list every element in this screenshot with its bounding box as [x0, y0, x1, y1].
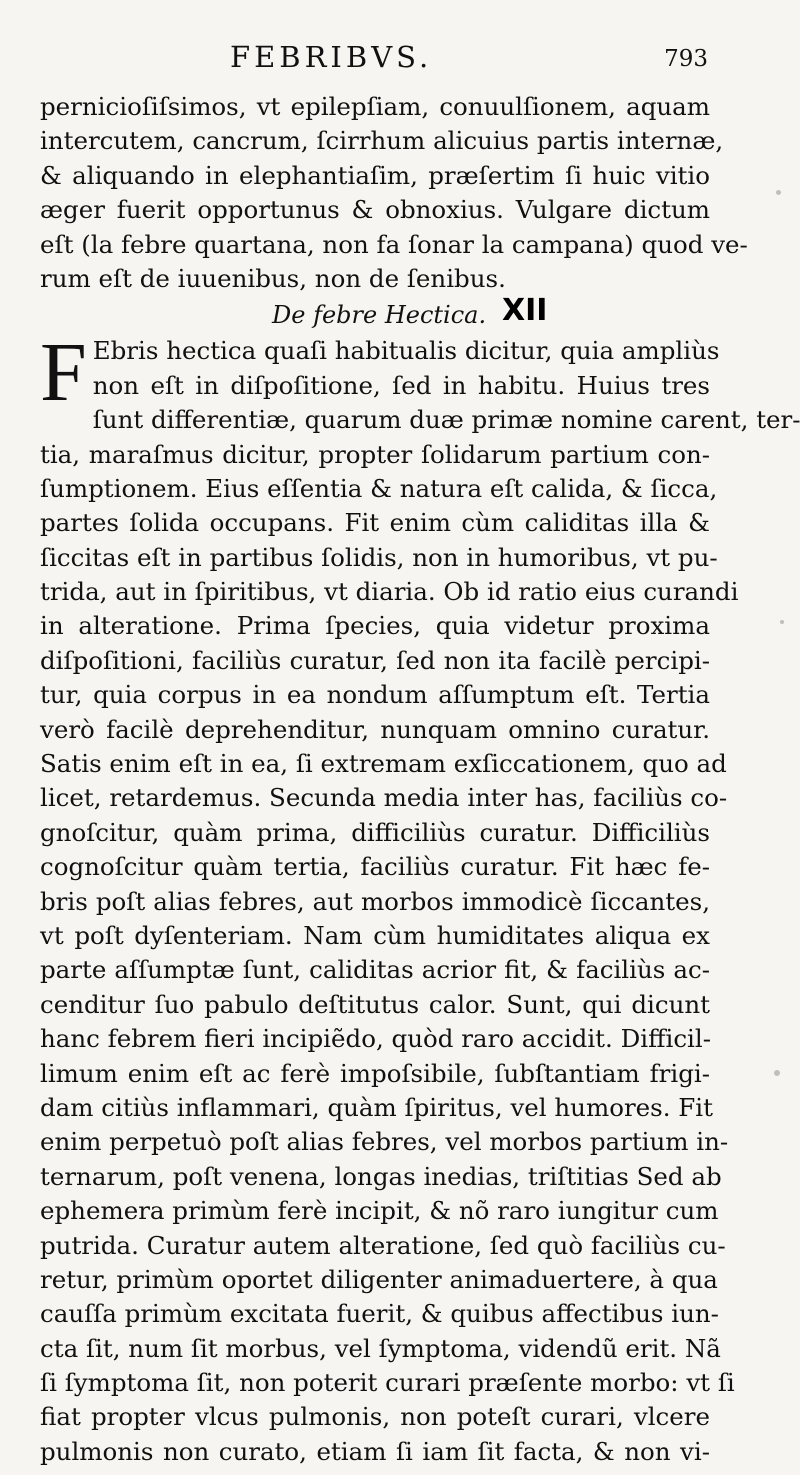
paper-speck: [780, 620, 784, 624]
text-line: trida, aut in ſpiritibus, vt diaria. Ob id ratio eius curandi: [40, 577, 739, 607]
intro-paragraph: [40, 90, 748, 296]
text-line: enim perpetuò poſt alias febres, vel morbos partium in-: [40, 1127, 729, 1157]
section-heading: [40, 293, 710, 334]
text-line: æger fuerit opportunus & obnoxius. Vulgare dictum: [40, 195, 710, 225]
paper-speck: [776, 190, 781, 195]
text-line: eſt (la febre quartana, non fa ſonar la campana) quod ve-: [40, 229, 748, 259]
text-line: partes ſolida occupans. Fit enim cùm caliditas illa &: [40, 508, 710, 538]
page-number: 793: [664, 46, 708, 72]
paper-speck: [774, 1070, 780, 1076]
text-line: putrida. Curatur autem alteratione, ſed quò faciliùs cu-: [40, 1230, 726, 1260]
text-line: ſiccitas eſt in partibus ſolidis, non in humoribus, vt pu-: [40, 542, 718, 572]
text-line: Ebris hectica quaſi habitualis dicitur, quia ampliùs: [92, 336, 720, 366]
text-line: ternarum, poſt venena, longas inedias, triſtitias Sed ab: [40, 1161, 722, 1191]
running-head: FEBRIBVS.: [230, 40, 433, 74]
text-line: vt poſt dyſenteriam. Nam cùm humiditates aliqua ex: [40, 920, 710, 950]
text-line: diſpoſitioni, faciliùs curatur, ſed non ita facilè percipi-: [40, 645, 710, 675]
text-line: cta ſit, num ſit morbus, vel ſymptoma, videndũ erit. Nã: [40, 1333, 721, 1363]
text-line: licet, retardemus. Secunda media inter has, faciliùs co-: [40, 783, 728, 813]
body-paragraph: [40, 326, 801, 1469]
text-line: fiat propter vlcus pulmonis, non poteſt curari, vlcere: [40, 1402, 710, 1432]
text-line: ephemera primùm ferè incipit, & nõ raro iungitur cum: [40, 1196, 719, 1226]
text-line: verò facilè deprehenditur, nunquam omnino curatur.: [40, 714, 710, 744]
text-line: pernicioſiſsimos, vt epilepſiam, conuulſionem, aquam: [40, 92, 710, 121]
section-number: XII: [502, 293, 548, 329]
text-line: gnoſcitur, quàm prima, difficiliùs curatur. Difficiliùs: [40, 817, 710, 847]
text-line: cognoſcitur quàm tertia, faciliùs curatur. Fit hæc fe-: [40, 852, 710, 882]
text-line: ſumptionem. Eius eſſentia & natura eſt calida, & ſicca,: [40, 473, 718, 503]
text-line: ſi ſymptoma ſit, non poterit curari præſente morbo: vt ſi: [40, 1368, 735, 1398]
text-line: Satis enim eſt in ea, ſi extremam exſiccationem, quo ad: [40, 749, 727, 779]
text-line: tia, maraſmus dicitur, propter ſolidarum partium con-: [40, 439, 710, 469]
text-line: parte aſſumptæ ſunt, caliditas acrior fit, & faciliùs ac-: [40, 955, 710, 985]
text-line: cauſſa primùm excitata fuerit, & quibus affectibus iun-: [40, 1299, 719, 1329]
paper-specks: [772, 190, 792, 1390]
text-line: tur, quia corpus in ea nondum aſſumptum eſt. Tertia: [40, 680, 710, 710]
drop-cap: F: [40, 326, 87, 420]
text-line: limum enim eſt ac ferè impoſsibile, ſubſtantiam frigi-: [40, 1058, 710, 1088]
text-line: intercutem, cancrum, ſcirrhum alicuius partis internæ,: [40, 126, 724, 156]
text-line: dam citiùs inflammari, quàm ſpiritus, vel humores. Fit: [40, 1092, 713, 1122]
text-line: cenditur ſuo pabulo deſtitutus calor. Sunt, qui dicunt: [40, 989, 710, 1019]
text-line: retur, primùm oportet diligenter animaduertere, à qua: [40, 1264, 718, 1294]
text-line: rum eſt de iuuenibus, non de ſenibus.: [40, 263, 506, 293]
text-line: non eſt in diſpoſitione, ſed in habitu. Huius tres: [92, 370, 710, 400]
text-block: [40, 90, 801, 1469]
text-line: in alteratione. Prima ſpecies, quia videtur proxima: [40, 611, 710, 641]
text-line: bris poſt alias febres, aut morbos immodicè ſiccantes,: [40, 886, 710, 916]
text-line: ſunt differentiæ, quarum duæ primæ nomine carent, ter-: [92, 405, 801, 435]
section-title: De febre Hectica.: [272, 301, 487, 330]
text-line: pulmonis non curato, etiam ſi iam ſit facta, & non vi-: [40, 1436, 710, 1466]
text-line: hanc febrem fieri incipiẽdo, quòd raro accidit. Difficil-: [40, 1024, 711, 1054]
text-line: & aliquando in elephantiaſim, præſertim ſi huic vitio: [40, 160, 710, 190]
